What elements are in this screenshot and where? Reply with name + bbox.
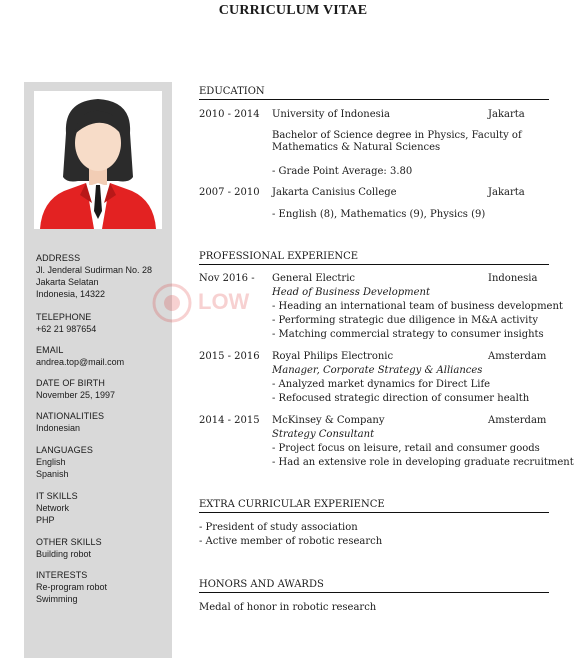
it-skills-label: IT SKILLS — [36, 491, 78, 501]
address-line: Jakarta Selatan — [36, 277, 99, 287]
it-skill-item: Network — [36, 503, 70, 513]
education-institution: Jakarta Canisius College — [272, 187, 397, 198]
extracurricular-heading: EXTRA CURRICULAR EXPERIENCE — [199, 499, 549, 513]
extracurricular-item: - Active member of robotic research — [199, 536, 383, 547]
experience-role: Head of Business Development — [272, 287, 430, 298]
profile-photo — [34, 91, 162, 229]
experience-company: Royal Philips Electronic — [272, 351, 394, 362]
experience-bullet: - Had an extensive role in developing graduate recruitment — [272, 457, 574, 468]
experience-company: General Electric — [272, 273, 355, 284]
dob-label: DATE OF BIRTH — [36, 378, 105, 388]
other-skills-section — [36, 536, 172, 560]
education-heading: EDUCATION — [199, 86, 549, 100]
education-location: Jakarta — [488, 187, 525, 198]
education-period: 2007 - 2010 — [199, 187, 260, 198]
experience-bullet: - Refocused strategic direction of consumer health — [272, 393, 530, 404]
email-section — [36, 344, 172, 368]
languages-section — [36, 444, 172, 480]
education-detail: - English (8), Mathematics (9), Physics (9) — [272, 209, 486, 220]
experience-company: McKinsey & Company — [272, 415, 385, 426]
experience-location: Amsterdam — [488, 415, 547, 426]
watermark-text: LOW — [198, 289, 250, 314]
experience-bullet: - Project focus on leisure, retail and consumer goods — [272, 443, 540, 454]
address-label: ADDRESS — [36, 253, 81, 263]
interest-item: Swimming — [36, 594, 78, 604]
education-institution: University of Indonesia — [272, 109, 390, 120]
page-title: CURRICULUM VITAE — [218, 3, 368, 18]
nationalities-section — [36, 410, 172, 434]
other-skill-item: Building robot — [36, 549, 92, 559]
email-label: EMAIL — [36, 345, 64, 355]
language-item: Spanish — [36, 469, 69, 479]
it-skills-section — [36, 490, 172, 526]
education-degree: Bachelor of Science degree in Physics, Faculty of Mathematics & Natural Sciences — [272, 130, 522, 153]
education-location: Jakarta — [488, 109, 525, 120]
interests-section — [36, 569, 172, 605]
address-line: Jl. Jenderal Sudirman No. 28 — [36, 265, 153, 275]
experience-period: Nov 2016 - — [199, 273, 255, 284]
experience-bullet: - Heading an international team of business development — [272, 301, 563, 312]
extracurricular-item: - President of study association — [199, 522, 358, 533]
experience-role: Strategy Consultant — [272, 429, 375, 440]
other-skills-label: OTHER SKILLS — [36, 537, 102, 547]
email-value[interactable]: andrea.top@mail.com — [36, 357, 125, 367]
experience-bullet: - Matching commercial strategy to consumer insights — [272, 329, 544, 340]
experience-bullet: - Analyzed market dynamics for Direct Life — [272, 379, 491, 390]
education-period: 2010 - 2014 — [199, 109, 260, 120]
experience-bullet: - Performing strategic due diligence in M&A activity — [272, 315, 538, 326]
telephone-label: TELEPHONE — [36, 312, 92, 322]
interests-label: INTERESTS — [36, 570, 88, 580]
experience-role: Manager, Corporate Strategy & Alliances — [272, 365, 483, 376]
dob-value: November 25, 1997 — [36, 390, 116, 400]
watermark — [152, 283, 282, 323]
it-skill-item: PHP — [36, 515, 55, 525]
experience-location: Indonesia — [488, 273, 538, 284]
experience-heading: PROFESSIONAL EXPERIENCE — [199, 251, 549, 265]
honors-heading: HONORS AND AWARDS — [199, 579, 549, 593]
telephone-value: +62 21 987654 — [36, 324, 97, 334]
languages-label: LANGUAGES — [36, 445, 93, 455]
language-item: English — [36, 457, 66, 467]
dob-section — [36, 377, 172, 401]
address-line: Indonesia, 14322 — [36, 289, 106, 299]
nationalities-label: NATIONALITIES — [36, 411, 105, 421]
experience-period: 2014 - 2015 — [199, 415, 260, 426]
avatar-icon — [34, 91, 162, 229]
experience-location: Amsterdam — [488, 351, 547, 362]
nationalities-value: Indonesian — [36, 423, 81, 433]
interest-item: Re-program robot — [36, 582, 108, 592]
education-detail: - Grade Point Average: 3.80 — [272, 166, 413, 177]
experience-period: 2015 - 2016 — [199, 351, 260, 362]
honors-item: Medal of honor in robotic research — [199, 602, 377, 613]
